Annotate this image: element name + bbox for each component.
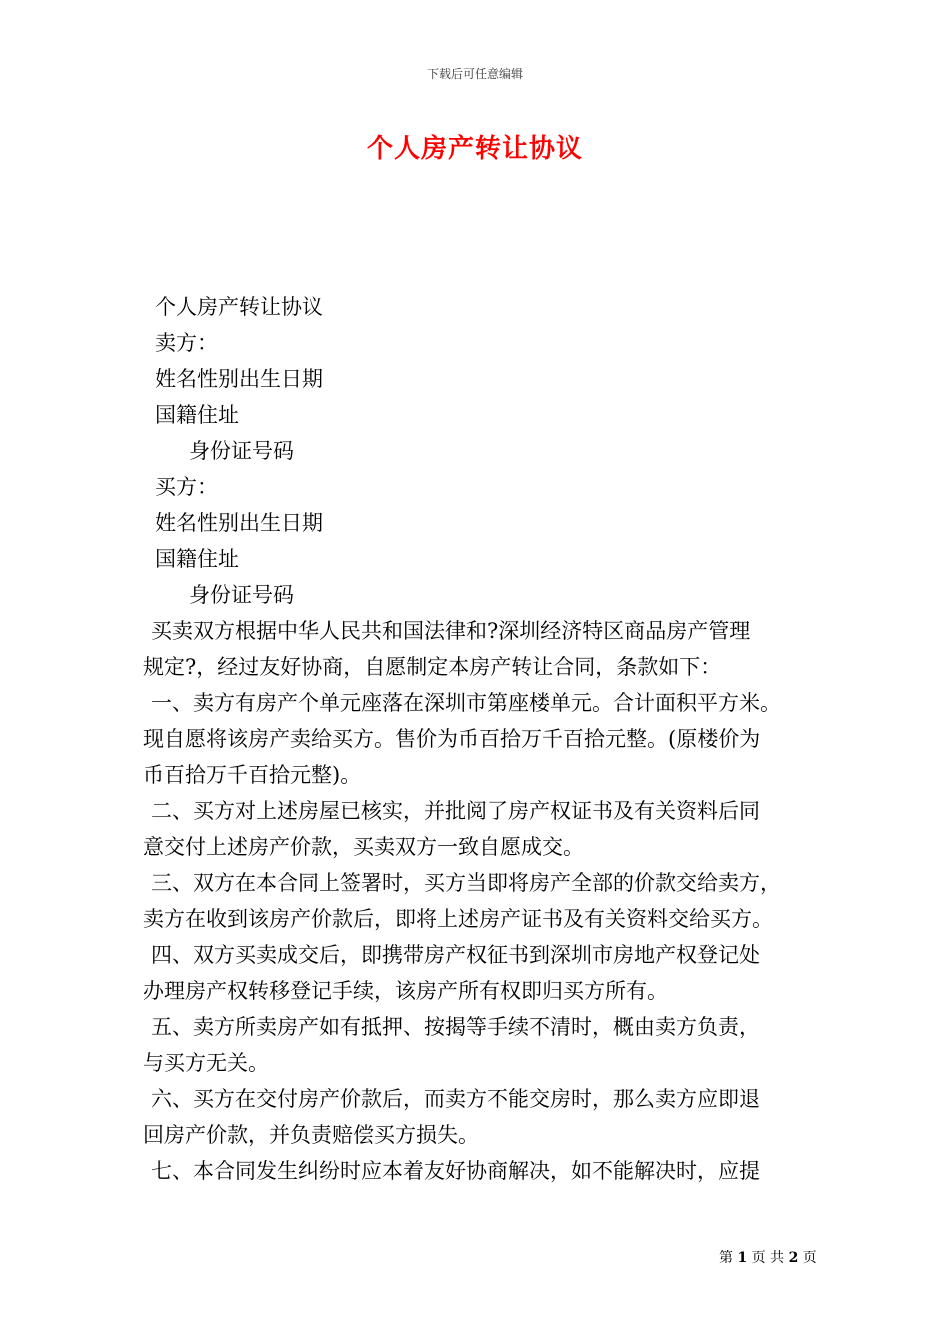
- body-line: 意交付上述房产价款，买卖双方一致自愿成交。: [143, 835, 584, 859]
- body-line: 三、双方在本合同上签署时，买方当即将房产全部的价款交给卖方，: [151, 871, 781, 895]
- body-line: 六、买方在交付房产价款后，而卖方不能交房时，那么卖方应即退: [151, 1087, 760, 1111]
- body-line: 办理房产权转移登记手续，该房产所有权即归买方所有。: [143, 979, 668, 1003]
- body-line: 与买方无关。: [143, 1051, 269, 1075]
- page-number-footer: [719, 1249, 817, 1267]
- body-line: 买卖双方根据中华人民共和国法律和?深圳经济特区商品房产管理: [151, 619, 751, 643]
- body-line: 四、双方买卖成交后，即携带房产权征书到深圳市房地产权登记处: [151, 943, 760, 967]
- body-line: 币百拾万千百拾元整)。: [143, 763, 362, 787]
- body-line: 姓名性别出生日期: [155, 367, 323, 391]
- body-line: 现自愿将该房产卖给买方。售价为币百拾万千百拾元整。(原楼价为: [143, 727, 761, 751]
- document-title: 个人房产转让协议: [366, 134, 583, 164]
- body-line: 个人房产转让协议: [155, 295, 323, 319]
- body-line: 规定?，经过友好协商，自愿制定本房产转让合同，条款如下：: [143, 655, 722, 679]
- body-line: 身份证号码: [189, 439, 294, 463]
- body-line: 二、买方对上述房屋已核实，并批阅了房产权证书及有关资料后同: [151, 799, 760, 823]
- document-body: [143, 289, 811, 1189]
- body-line: 国籍住址: [155, 403, 239, 427]
- body-line: 卖方：: [155, 331, 218, 355]
- footer-prefix: 第: [719, 1250, 733, 1266]
- page-header-note: 下载后可任意编辑: [426, 67, 523, 81]
- footer-middle: 页 共: [751, 1250, 785, 1266]
- body-line: 卖方在收到该房产价款后，即将上述房产证书及有关资料交给买方。: [143, 907, 773, 931]
- body-line: 一、卖方有房产个单元座落在深圳市第座楼单元。合计面积平方米。: [151, 691, 781, 715]
- body-line: 买方：: [155, 475, 218, 499]
- body-line: 回房产价款，并负责赔偿买方损失。: [143, 1123, 479, 1147]
- footer-total-pages: 2: [788, 1250, 799, 1266]
- body-line: 七、本合同发生纠纷时应本着友好协商解决，如不能解决时，应提: [151, 1159, 760, 1183]
- body-line: 姓名性别出生日期: [155, 511, 323, 535]
- body-line: 身份证号码: [189, 583, 294, 607]
- body-line: 国籍住址: [155, 547, 239, 571]
- footer-suffix: 页: [802, 1250, 817, 1266]
- body-line: 五、卖方所卖房产如有抵押、按揭等手续不清时，概由卖方负责，: [151, 1015, 760, 1039]
- footer-current-page: 1: [737, 1250, 748, 1266]
